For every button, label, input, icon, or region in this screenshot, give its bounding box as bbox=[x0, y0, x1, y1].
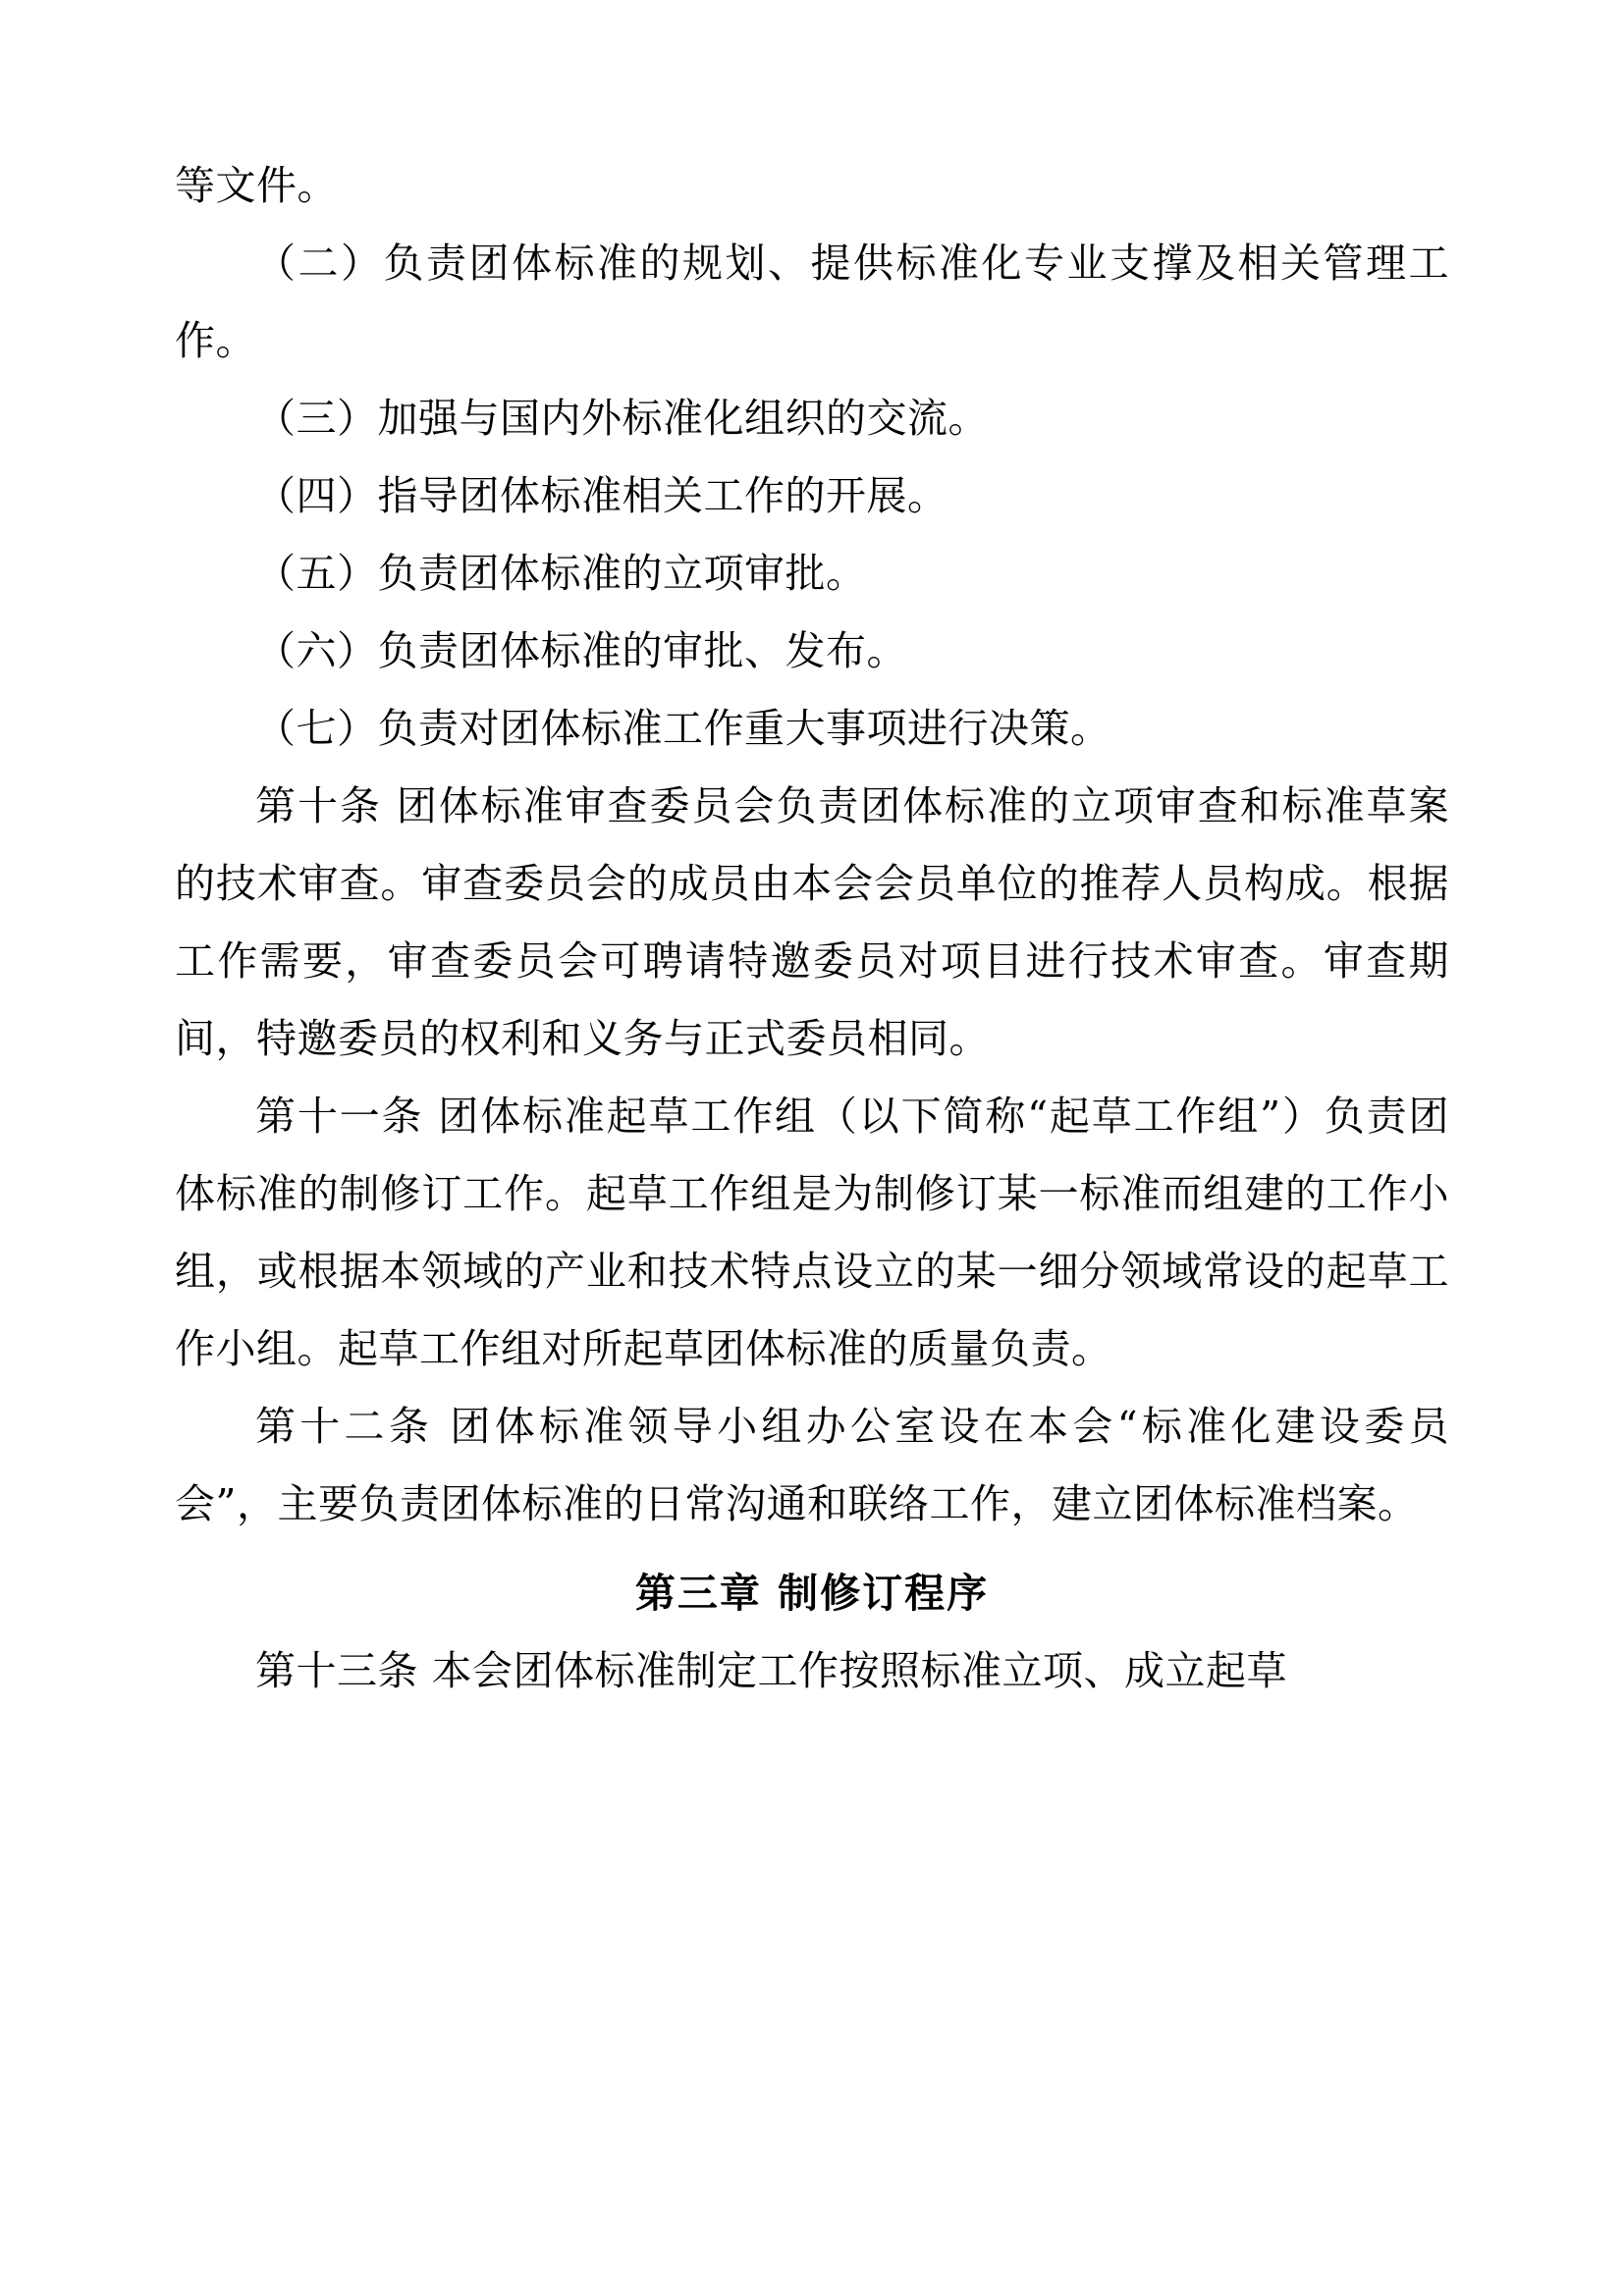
list-item-5: （五）负责团体标准的立项审批。 bbox=[255, 550, 867, 597]
article-13: 第十三条 本会团体标准制定工作按照标准立项、成立起草 bbox=[255, 1647, 1288, 1694]
document-body bbox=[175, 147, 1449, 1710]
paragraph-continuation: 等文件。 bbox=[175, 162, 338, 209]
list-item-6: （六）负责团体标准的审批、发布。 bbox=[255, 627, 907, 674]
list-item-7: （七）负责对团体标准工作重大事项进行决策。 bbox=[255, 705, 1111, 752]
article-12: 第十二条 团体标准领导小组办公室设在本会“标准化建设委员会”，主要负责团体标准的日常沟通和联络工作，建立团体标准档案。 bbox=[175, 1403, 1449, 1527]
list-item-3: （三）加强与国内外标准化组织的交流。 bbox=[255, 395, 989, 442]
chapter-heading: 第三章 制修订程序 bbox=[634, 1570, 990, 1617]
list-item-4: （四）指导团体标准相关工作的开展。 bbox=[255, 472, 948, 519]
article-10: 第十条 团体标准审查委员会负责团体标准的立项审查和标准草案的技术审查。审查委员会的成员由本会会员单位的推荐人员构成。根据工作需要，审查委员会可聘请特邀委员对项目进行技术审查。审查期间，特邀委员的权利和义务与正式委员相同。 bbox=[175, 782, 1449, 1062]
list-item-2: （二）负责团体标准的规划、提供标准化专业支撑及相关管理工作。 bbox=[175, 240, 1449, 364]
article-11: 第十一条 团体标准起草工作组（以下简称“起草工作组”）负责团体标准的制修订工作。起草工作组是为制修订某一标准而组建的工作小组，或根据本领域的产业和技术特点设立的某一细分领域常设的起草工作小组。起草工作组对所起草团体标准的质量负责。 bbox=[175, 1093, 1449, 1372]
